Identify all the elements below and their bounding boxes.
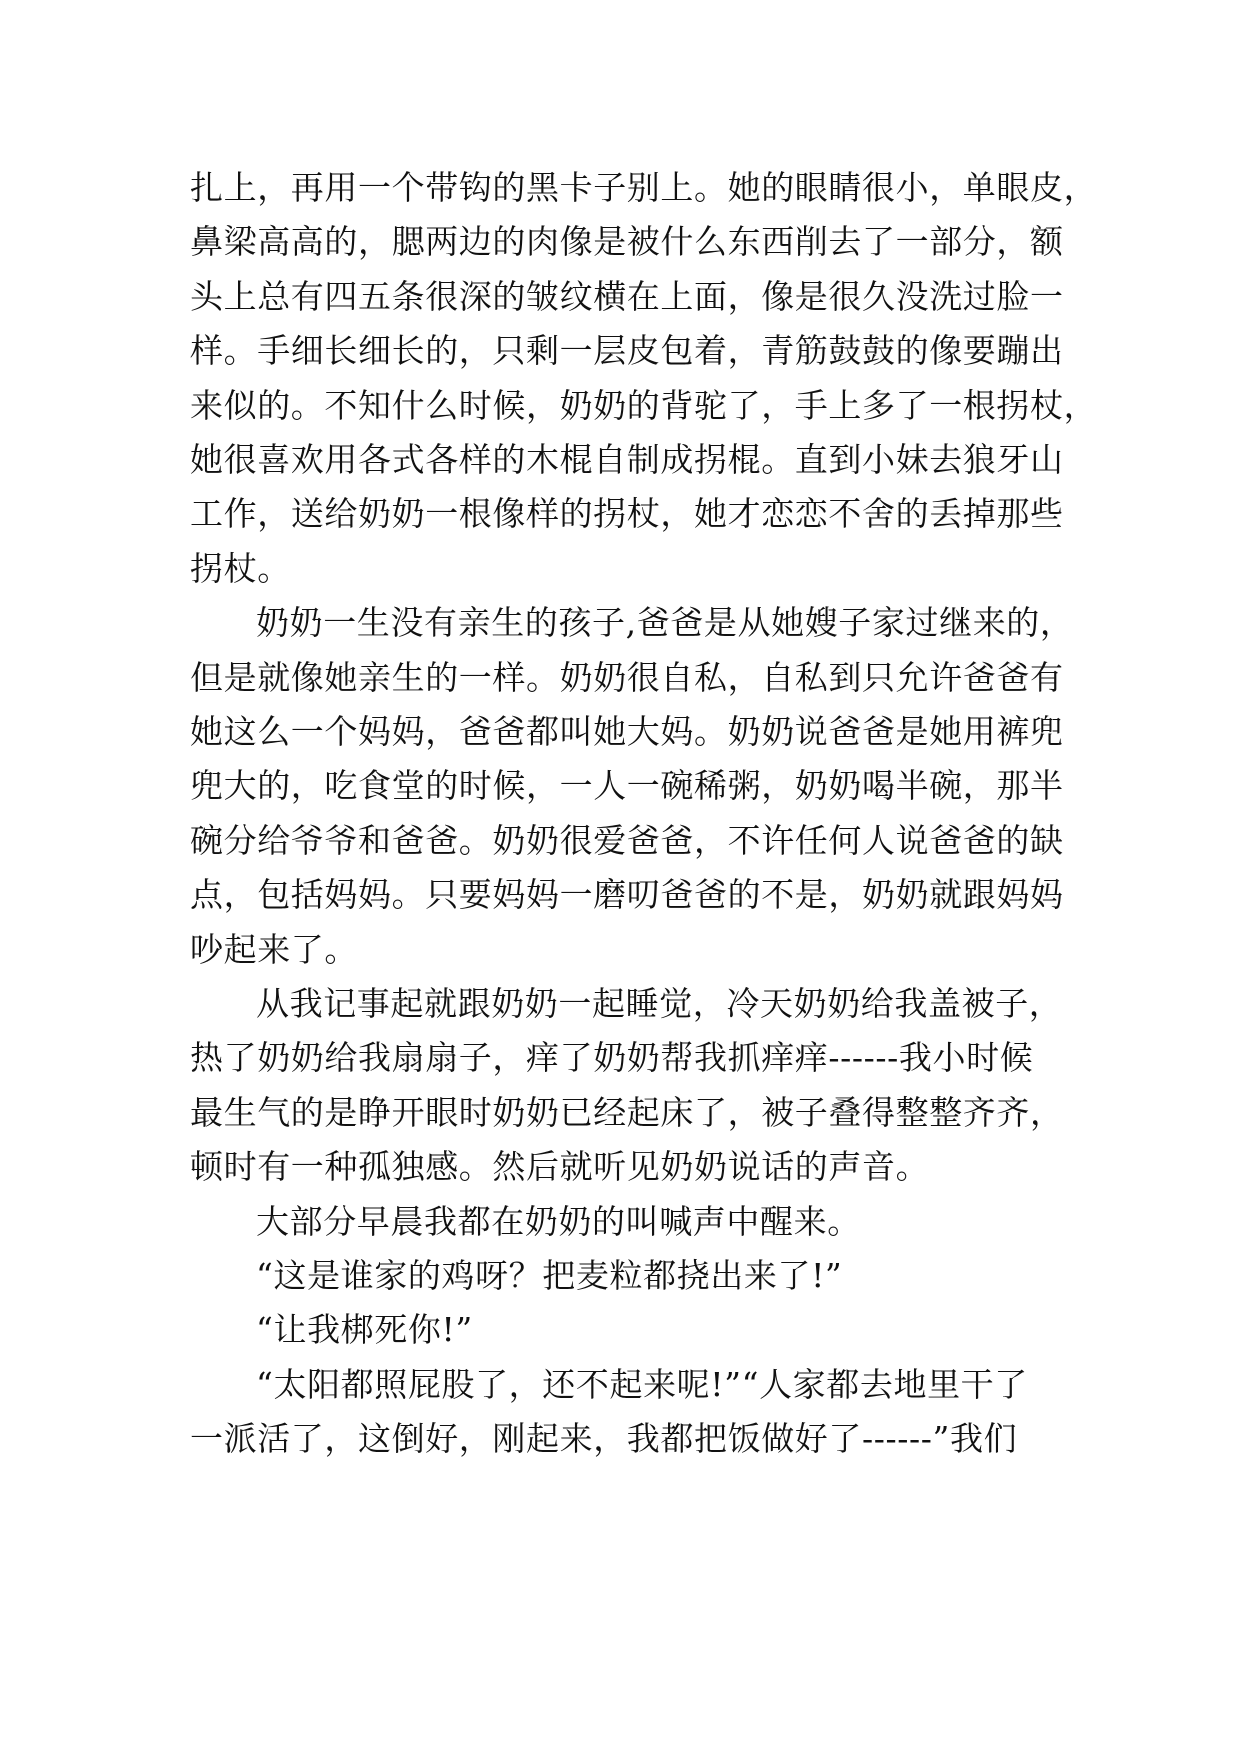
text-line: 一派活了，这倒好，刚起来，我都把饭做好了------”我们	[190, 1419, 1018, 1459]
text-line: 来似的。不知什么时候，奶奶的背驼了，手上多了一根拐杖，	[190, 385, 1098, 425]
text-line: 大部分早晨我都在奶奶的叫喊声中醒来。	[256, 1201, 861, 1241]
text-line: 样。手细长细长的，只剩一层皮包着，青筋鼓鼓的像要蹦出	[190, 331, 1064, 371]
text-line: 但是就像她亲生的一样。奶奶很自私，自私到只允许爸爸有	[190, 657, 1064, 697]
text-line: 奶奶一生没有亲生的孩子,爸爸是从她嫂子家过继来的，	[256, 603, 1074, 643]
text-line: “太阳都照屁股了，还不起来呢!”“人家都去地里干了	[256, 1364, 1028, 1404]
text-line: 吵起来了。	[190, 929, 358, 969]
text-line: 工作，送给奶奶一根像样的拐杖，她才恋恋不舍的丢掉那些	[190, 494, 1064, 534]
text-line: 点，包括妈妈。只要妈妈一磨叨爸爸的不是，奶奶就跟妈妈	[190, 875, 1064, 915]
text-line: 热了奶奶给我扇扇子，痒了奶奶帮我抓痒痒------我小时候	[190, 1038, 1034, 1078]
text-line: 鼻梁高高的，腮两边的肉像是被什么东西削去了一部分，额	[190, 222, 1064, 262]
text-line: 她这么一个妈妈，爸爸都叫她大妈。奶奶说爸爸是她用裤兜	[190, 712, 1064, 751]
text-line: 头上总有四五条很深的皱纹横在上面，像是很久没洗过脸一	[190, 276, 1064, 316]
text-line: 最生气的是睁开眼时奶奶已经起床了，被子叠得整整齐齐，	[190, 1092, 1064, 1132]
text-line: 扎上，再用一个带钩的黑卡子别上。她的眼睛很小，单眼皮，	[190, 168, 1098, 207]
text-line: “让我梆死你!”	[256, 1310, 473, 1350]
text-line: 拐杖。	[190, 548, 291, 588]
text-line: 碗分给爷爷和爸爸。奶奶很爱爸爸，不许任何人说爸爸的缺	[190, 820, 1064, 860]
text-line: 顿时有一种孤独感。然后就听见奶奶说话的声音。	[190, 1147, 930, 1187]
text-line: 兜大的，吃食堂的时候，一人一碗稀粥，奶奶喝半碗，那半	[190, 766, 1064, 806]
text-line: “这是谁家的鸡呀？把麦粒都挠出来了!”	[256, 1256, 843, 1295]
text-line: 从我记事起就跟奶奶一起睡觉，冷天奶奶给我盖被子，	[256, 984, 1063, 1023]
text-line: 她很喜欢用各式各样的木棍自制成拐棍。直到小妹去狼牙山	[190, 440, 1064, 479]
